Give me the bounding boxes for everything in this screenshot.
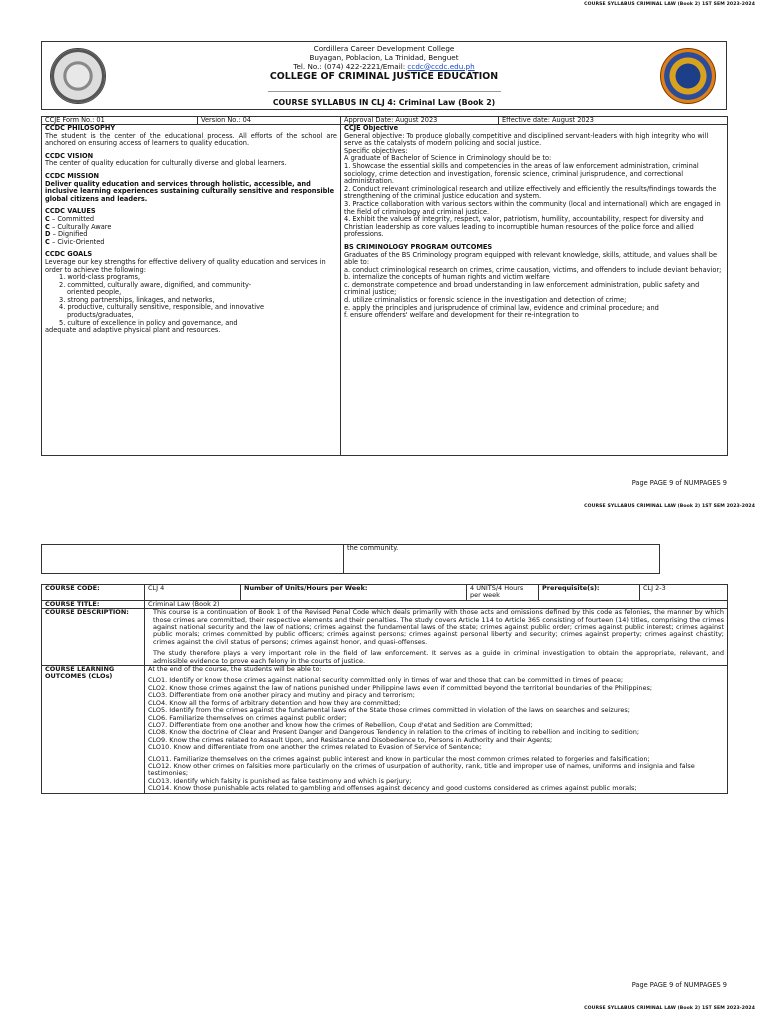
mission-text: Deliver quality education and services through holistic, accessible, and inclusive learning experiences sustaining culturally sensitive and responsible global citizens and leaders.	[45, 179, 335, 203]
prerequisite-label: Prerequisite(s):	[539, 585, 640, 601]
running-header: COURSE SYLLABUS CRIMINAL LAW (Book 2) 1ST SEM 2023-2024	[584, 504, 755, 509]
course-learning-outcomes	[145, 666, 728, 794]
philosophy-text: The student is the center of the educational process. All efforts of the school are anchored on ensuring access of learners to quality education.	[45, 131, 337, 148]
header-text	[42, 45, 726, 82]
specific-objective: 2. Conduct relevant criminological research and utilize effectively and efficiently the results/findings towards the strengthening of the criminal justice education and system.	[344, 184, 717, 201]
objective-title: CCJE Objective	[344, 124, 399, 132]
course-details-table	[41, 584, 728, 794]
program-outcome: a. conduct criminological research on crimes, crime causation, victims, and offenders to include deviant behavior;	[344, 265, 722, 274]
course-code: CLJ 4	[145, 585, 241, 601]
right-column	[341, 125, 728, 456]
goal-item: oriented people,	[67, 288, 122, 297]
version-number: Version No.: 04	[198, 117, 341, 125]
specific-label: Specific objectives:	[344, 146, 408, 155]
value-item: D – Dignified	[45, 230, 88, 239]
description-paragraph: The study therefore plays a very important role in the field of law enforcement. It serves as a guide in criminal investigation to obtain the appropriate, relevant, and admissible evidence to prove each felony in the courts of justice.	[153, 649, 724, 665]
clo-item: CLO13. Identify which falsity is punished as false testimony and which is perjury;	[148, 776, 412, 785]
vision-title: CCDC VISION	[45, 151, 94, 160]
continuation-table	[41, 544, 660, 574]
header-divider	[268, 91, 501, 92]
document-header	[41, 41, 727, 110]
value-item: C – Culturally Aware	[45, 222, 112, 231]
clo-item: CLO2. Know those crimes against the law of nations punished under Philippine laws even if committed beyond the territorial boundaries of the Philippines;	[148, 683, 653, 692]
program-outcome: c. demonstrate competence and broad understanding in law enforcement administration, public safety and criminal justice;	[344, 280, 700, 297]
clo-item: CLO5. Identify from the crimes against the fundamental laws of the State those crimes committed in violation of the laws on searches and seizures;	[148, 706, 630, 715]
email-link[interactable]: ccdc@ccdc.edu.ph	[407, 61, 475, 71]
description-paragraph: This course is a continuation of Book 1 of the Revised Penal Code which deals primarily with those acts and omissions defined by this code as felonies, the manner by which those crimes are committed, their respective elements and their penalties. The study covers Article 114 to Article 365 consisting of fourteen (14) titles, comprising the crimes against national security and the law of nations; crimes against the fundamental laws of the state; crimes against public order; crimes against public interest; crimes against public morals; crimes committed by public officers; crimes against persons; crimes against personal liberty and security; crimes against property; crimes against chastity; crimes against the civil status of persons; crimes against honor, and quasi-offenses.	[153, 608, 724, 646]
clo-item: CLO8. Know the doctrine of Clear and Present Danger and Dangerous Tendency in relation to the crimes of inciting to rebellion and inciting to sedition;	[148, 728, 640, 737]
specific-objective: 4. Exhibit the values of integrity, respect, valor, patriotism, humility, accountability, respect for diversity and Christian leadership as core values leading to incorruptible human resources of the police force and allied professions.	[344, 215, 704, 239]
approval-date: Approval Date: August 2023	[341, 117, 499, 125]
prerequisite-value: CLJ 2-3	[640, 585, 728, 601]
goal-item: 3. strong partnerships, linkages, and networks,	[59, 295, 215, 304]
units-label: Number of Units/Hours per Week:	[241, 585, 467, 601]
clo-item: CLO7. Differentiate from one another and know how the crimes of Rebellion, Coup d'etat and Sedition are Committed;	[148, 720, 533, 729]
clo-item: CLO9. Know the crimes related to Assault Upon, and Resistance and Disobedience to, Persons in Authority and their Agents;	[148, 735, 553, 744]
specific-objective: 3. Practice collaboration with various sectors within the community (local and international) which are engaged in the field of criminology and criminal justice.	[344, 199, 721, 216]
value-item: C – Committed	[45, 214, 95, 223]
running-header: COURSE SYLLABUS CRIMINAL LAW (Book 2) 1ST SEM 2023-2024	[584, 2, 755, 7]
running-header: COURSE SYLLABUS CRIMINAL LAW (Book 2) 1ST SEM 2023-2024	[584, 1006, 755, 1011]
goal-item: 1. world-class programs,	[59, 273, 141, 282]
mission-title: CCDC MISSION	[45, 171, 100, 180]
goals-intro: Leverage our key strengths for effective delivery of quality education and services in order to achieve the following:	[45, 257, 326, 274]
program-outcome: f. ensure offenders' welfare and development for their re-integration to	[344, 311, 579, 320]
school-address: Buyagan, Poblacion, La Trinidad, Benguet	[309, 52, 459, 62]
clo-item: CLO10. Know and differentiate from one another the crimes related to Evasion of Service of Sentence;	[148, 743, 482, 752]
goal-item: adequate and adaptive physical plant and resources.	[45, 326, 221, 335]
goal-item: products/graduates,	[67, 311, 134, 320]
goal-item: 4. productive, culturally sensitive, responsible, and innovative	[59, 303, 265, 312]
syllabus-info-table	[41, 116, 728, 456]
clo-item: CLO3. Differentiate from one another piracy and mutiny and piracy and terrorism;	[148, 691, 415, 700]
form-number: CCJE Form No.: 01	[42, 117, 198, 125]
goal-item: 5. culture of excellence in policy and governance, and	[59, 318, 238, 327]
philosophy-title: CCDC PHILOSOPHY	[45, 124, 116, 132]
clo-item: CLO6. Familiarize themselves on crimes against public order;	[148, 713, 347, 722]
continuation-right: the community.	[344, 545, 660, 574]
program-outcome: b. internalize the concepts of human rights and victim welfare	[344, 273, 550, 282]
program-outcome: d. utilize criminalistics or forensic science in the investigation and detection of crime;	[344, 296, 627, 305]
school-name: Cordillera Career Development College	[313, 44, 455, 53]
clo-item: CLO4. Know all the forms of arbitrary detention and how they are committed;	[148, 698, 401, 707]
outcomes-intro: Graduates of the BS Criminology program equipped with relevant knowledge, skills, attitude, and values shall be able to:	[344, 250, 718, 267]
specific-intro: A graduate of Bachelor of Science in Criminology should be to:	[344, 154, 552, 163]
clo-intro: At the end of the course, the students will be able to:	[148, 665, 322, 674]
program-outcome: e. apply the principles and jurisprudence of criminal law, evidence and criminal procedure; and	[344, 303, 659, 312]
page-footer: Page PAGE 9 of NUMPAGES 9	[631, 981, 727, 989]
clo-item: CLO11. Familiarize themselves on the crimes against public interest and know in particular the most common crimes related to forgeries and falsification;	[148, 754, 650, 763]
outcomes-title: BS CRIMINOLOGY PROGRAM OUTCOMES	[344, 242, 493, 251]
course-title: Criminal Law (Book 2)	[145, 600, 728, 608]
goals-title: CCDC GOALS	[45, 250, 93, 259]
clo-label: COURSE LEARNING OUTCOMES (CLOs)	[42, 666, 145, 794]
clo-item: CLO1. Identify or know those crimes against national security committed only in times of war and those that can be committed in times of peace;	[148, 676, 624, 685]
values-title: CCDC VALUES	[45, 207, 96, 216]
college-name: COLLEGE OF CRIMINAL JUSTICE EDUCATION	[269, 71, 499, 83]
syllabus-title: COURSE SYLLABUS IN CLJ 4: Criminal Law (Book 2)	[272, 98, 496, 107]
page-footer: Page PAGE 9 of NUMPAGES 9	[631, 479, 727, 487]
general-objective: General objective: To produce globally competitive and disciplined servant-leaders with high integrity who will serve as the catalysts of modern policing and social justice.	[344, 131, 709, 148]
course-description-label: COURSE DESCRIPTION:	[42, 609, 145, 666]
clo-item: CLO14. Know those punishable acts related to gambling and offenses against decency and good customs considered as crimes against public morals;	[148, 784, 637, 793]
vision-text: The center of quality education for culturally diverse and global learners.	[45, 159, 287, 168]
contact-line: Tel. No.: (074) 422-2221/Email: ccdc@ccdc.edu.ph	[293, 61, 475, 71]
course-title-label: COURSE TITLE:	[42, 600, 145, 608]
value-item: C – Civic-Oriented	[45, 237, 105, 246]
course-description	[145, 609, 728, 666]
units-value: 4 UNITS/4 Hours per week	[467, 585, 539, 601]
left-column	[42, 125, 341, 456]
specific-objective: 1. Showcase the essential skills and competencies in the areas of law enforcement administration, criminal sociology, crime detection and investigation, forensic science, criminal jurisprudence, and correctional administration.	[344, 161, 699, 186]
course-code-label: COURSE CODE:	[42, 585, 145, 601]
continuation-left	[42, 545, 344, 574]
effective-date: Effective date: August 2023	[499, 117, 728, 125]
clo-item: CLO12. Know other crimes on falsities more particularly on the crimes of usurpation of authority, rank, title and improper use of names, uniforms and insignia and false testimonies;	[148, 761, 695, 778]
goal-item: 2. committed, culturally aware, dignified, and community-	[59, 280, 252, 289]
